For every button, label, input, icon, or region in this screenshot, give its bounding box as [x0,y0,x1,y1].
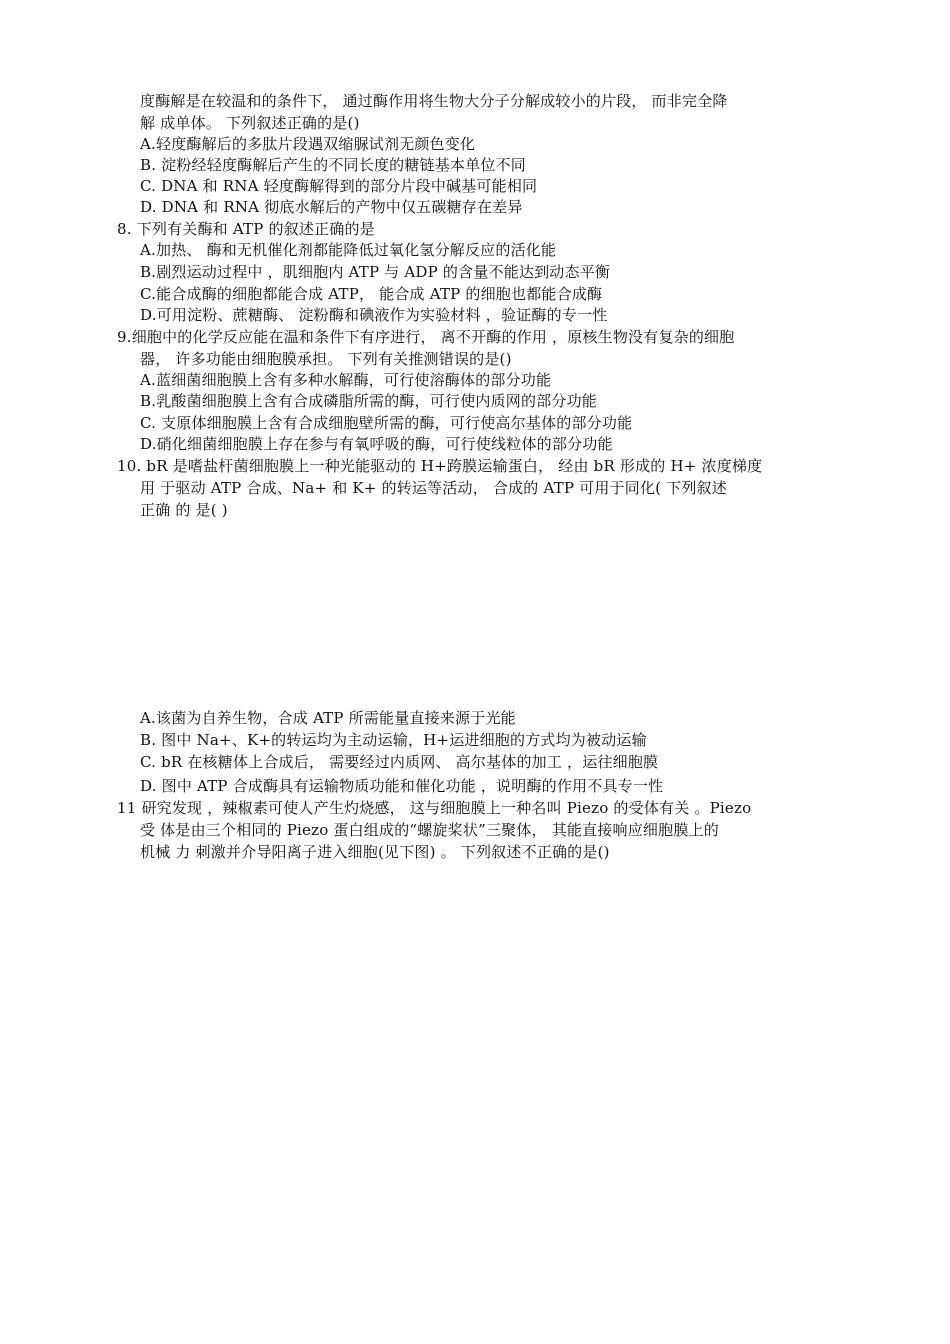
q10-stem-line-2: 用 于驱动 ATP 合成、Na+ 和 K+ 的转运等活动， 合成的 ATP 可用于同化( 下列叙述 [140,479,727,497]
q11-stem-line-1: 11 研究发现 ，辣椒素可使人产生灼烧感， 这与细胞膜上一种名叫 Piezo 的受体有关 。Piezo [117,799,752,817]
q9-option-c: C. 支原体细胞膜上含有合成细胞壁所需的酶，可行使高尔基体的部分功能 [140,414,633,432]
q11-figure-area [140,870,820,1290]
q7-option-c: C. DNA 和 RNA 轻度酶解得到的部分片段中碱基可能相同 [140,177,538,195]
q10-option-a: A.该菌为自养生物，合成 ATP 所需能量直接来源于光能 [140,709,516,727]
q7-option-b: B. 淀粉经轻度酶解后产生的不同长度的糖链基本单位不同 [140,156,526,174]
q8-option-b: B.剧烈运动过程中 ，肌细胞内 ATP 与 ADP 的含量不能达到动态平衡 [140,263,611,281]
q9-option-a: A.蓝细菌细胞膜上含有多种水解酶，可行使溶酶体的部分功能 [140,371,552,389]
q10-option-c: C. bR 在核糖体上合成后， 需要经过内质网、 高尔基体的加工 ，运往细胞膜 [140,753,659,771]
q9-stem-line-1: 9.细胞中的化学反应能在温和条件下有序进行， 离不开酶的作用 ，原核生物没有复杂的细胞 [117,328,735,346]
q10-option-b: B. 图中 Na+、K+的转运均为主动运输，H+运进细胞的方式均为被动运输 [140,731,647,749]
q8-option-a: A.加热、 酶和无机催化剂都能降低过氧化氢分解反应的活化能 [140,241,557,259]
q8-option-c: C.能合成酶的细胞都能合成 ATP， 能合成 ATP 的细胞也都能合成酶 [140,285,603,303]
q9-option-d: D.硝化细菌细胞膜上存在参与有氧呼吸的酶，可行使线粒体的部分功能 [140,435,613,453]
q10-stem-line-1: 10. bR 是嗜盐杆菌细胞膜上一种光能驱动的 H+跨膜运输蛋白， 经由 bR 形成的 H+ 浓度梯度 [117,457,763,475]
q9-stem-line-2: 器， 许多功能由细胞膜承担。 下列有关推测错误的是() [140,350,512,368]
q10-option-d: D. 图中 ATP 合成酶具有运输物质功能和催化功能 ，说明酶的作用不具专一性 [140,777,664,795]
q11-stem-line-3: 机械 力 刺激并介导阳离子进入细胞(见下图) 。 下列叙述不正确的是() [140,843,610,861]
q7-stem-line-1: 度酶解是在较温和的条件下， 通过酶作用将生物大分子分解成较小的片段， 而非完全降 [140,92,728,110]
q9-option-b: B.乳酸菌细胞膜上含有合成磷脂所需的酶，可行使内质网的部分功能 [140,392,597,410]
q7-stem-line-2: 解 成单体。 下列叙述正确的是() [140,114,360,132]
q7-option-d: D. DNA 和 RNA 彻底水解后的产物中仅五碳糖存在差异 [140,198,523,216]
q8-stem: 8. 下列有关酶和 ATP 的叙述正确的是 [117,220,375,238]
q8-option-d: D.可用淀粉、蔗糖酶、 淀粉酶和碘液作为实验材料 ，验证酶的专一性 [140,306,608,324]
q11-stem-line-2: 受 体是由三个相同的 Piezo 蛋白组成的“螺旋桨状”三聚体， 其能直接响应细胞膜上的 [140,821,719,839]
q7-option-a: A.轻度酶解后的多肽片段遇双缩脲试剂无颜色变化 [140,135,476,153]
q10-stem-line-3: 正确 的 是( ) [140,501,228,519]
q10-figure-area [140,528,820,698]
